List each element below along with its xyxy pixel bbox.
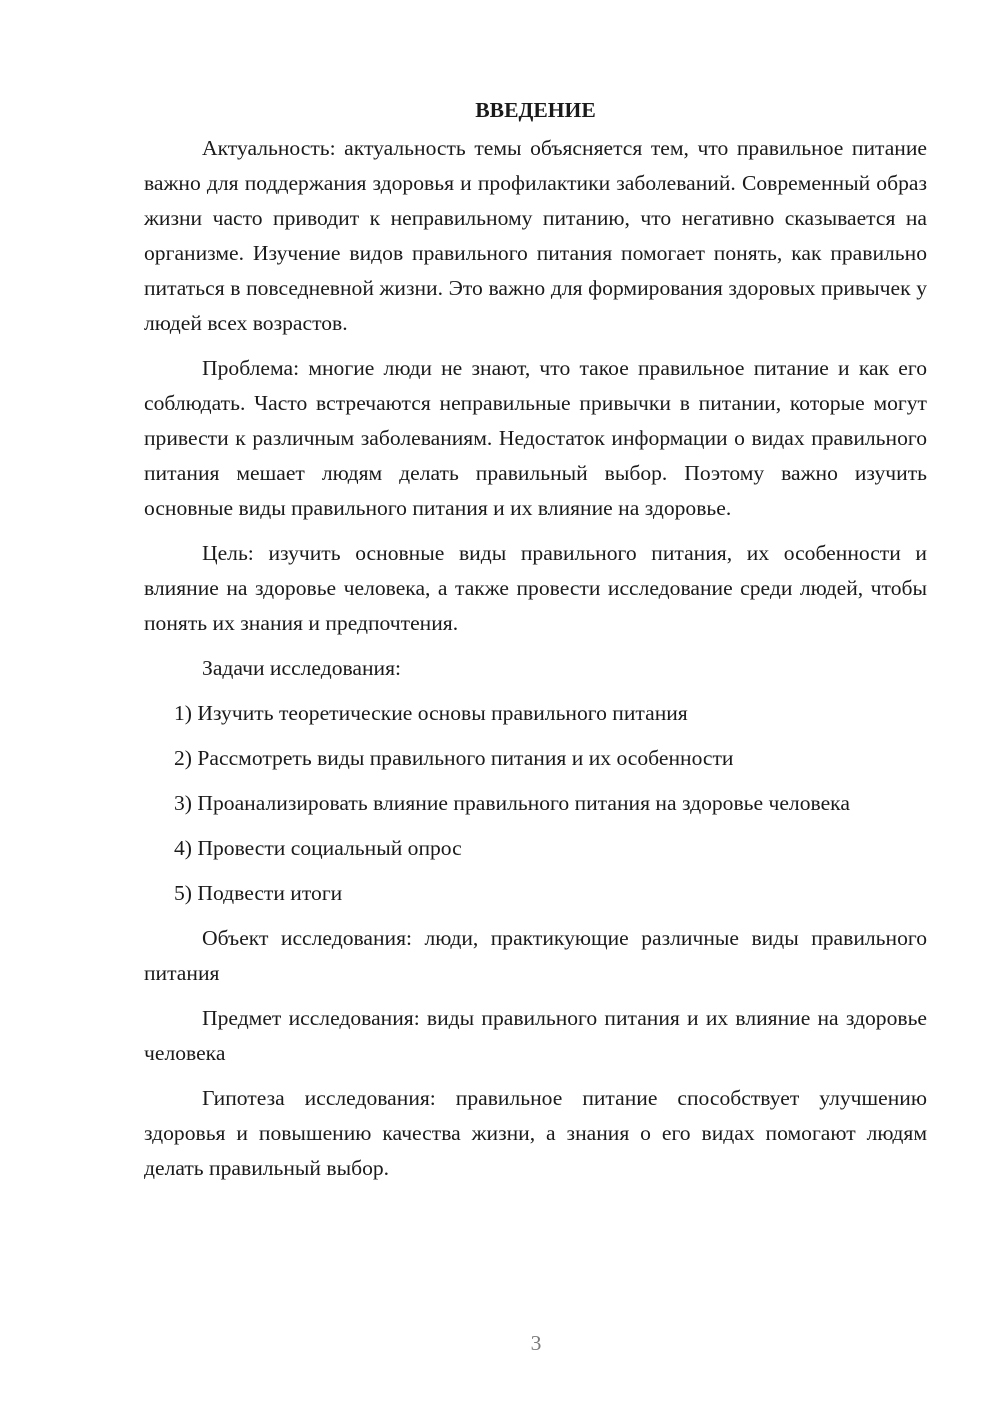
- task-item: 3) Проанализировать влияние правильного питания на здоровье человека: [174, 791, 850, 815]
- task-item: 1) Изучить теоретические основы правильного питания: [174, 701, 688, 725]
- task-item: 5) Подвести итоги: [174, 881, 343, 905]
- page-title: ВВЕДЕНИЕ: [475, 98, 596, 122]
- goal-paragraph: Цель: изучить основные виды правильного питания, их особенности и влияние на здоровье человека, а также провести исследование среди людей, чтобы понять их знания и предпочтения.: [144, 541, 927, 635]
- task-item: 4) Провести социальный опрос: [174, 836, 462, 860]
- hypothesis-paragraph: Гипотеза исследования: правильное питание способствует улучшению здоровья и повышению качества жизни, а знания о его видах помогают людям делать правильный выбор.: [144, 1086, 927, 1180]
- document-page: [144, 93, 927, 1196]
- object-paragraph: Объект исследования: люди, практикующие различные виды правильного питания: [144, 926, 927, 985]
- subject-paragraph: Предмет исследования: виды правильного питания и их влияние на здоровье человека: [144, 1006, 927, 1065]
- task-item: 2) Рассмотреть виды правильного питания и их особенности: [174, 746, 734, 770]
- page-number: 3: [530, 1331, 542, 1355]
- tasks-heading: Задачи исследования:: [202, 656, 402, 680]
- relevance-paragraph: Актуальность: актуальность темы объясняется тем, что правильное питание важно для поддержания здоровья и профилактики заболеваний. Современный образ жизни часто приводит к неправильному питанию, что негативно сказывается на организме. Изучение видов правильного питания помогает понять, как правильно питаться в повседневной жизни. Это важно для формирования здоровых привычек у людей всех возрастов.: [144, 136, 927, 335]
- problem-paragraph: Проблема: многие люди не знают, что такое правильное питание и как его соблюдать. Часто встречаются неправильные привычки в питании, которые могут привести к различным заболеваниям. Недостаток информации о видах правильного питания мешает людям делать правильный выбор. Поэтому важно изучить основные виды правильного питания и их влияние на здоровье.: [144, 356, 927, 520]
